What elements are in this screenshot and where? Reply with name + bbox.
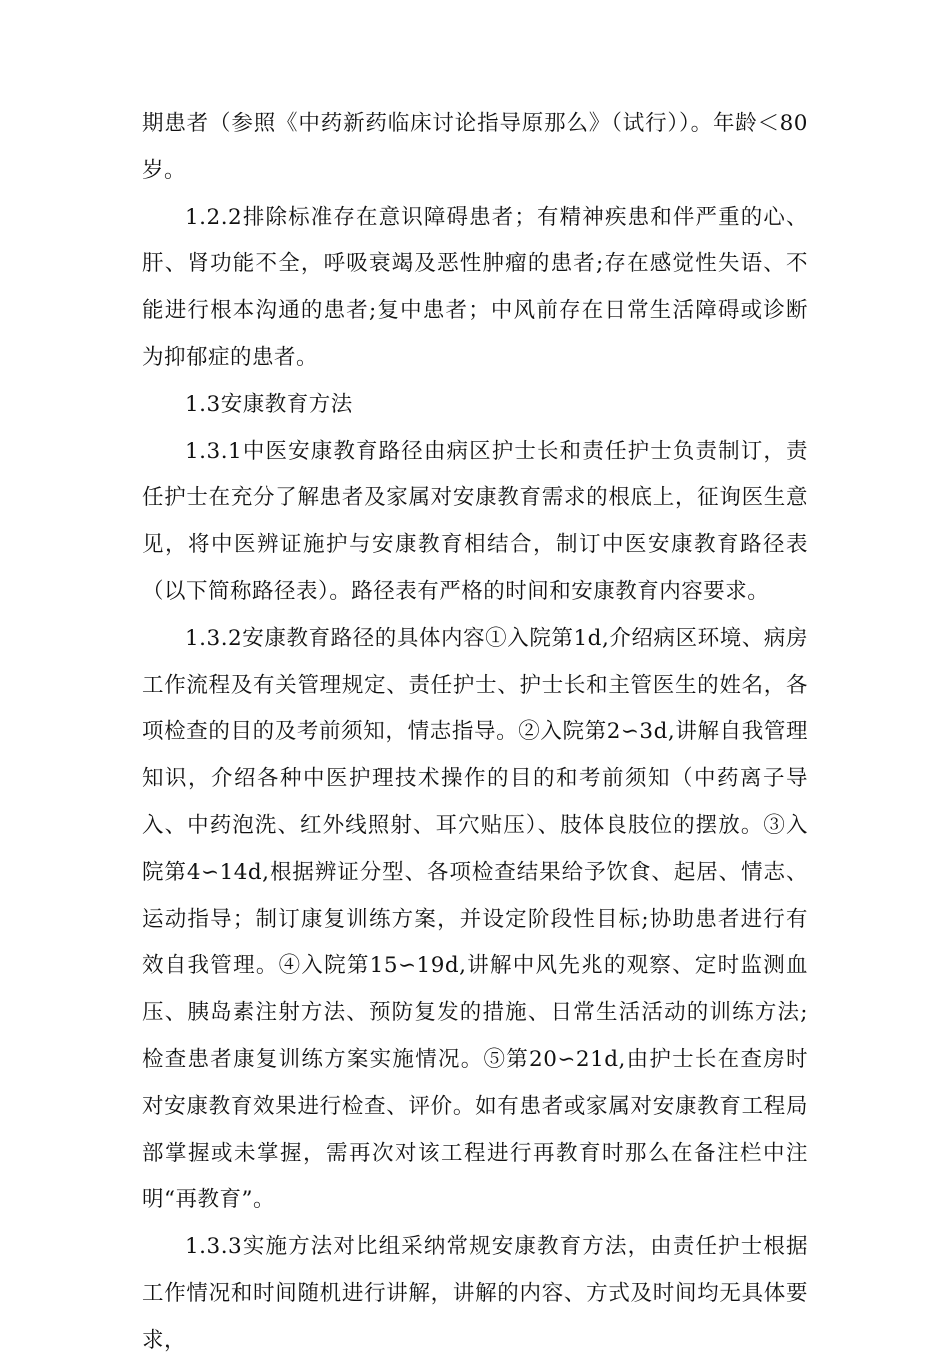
document-page <box>142 101 808 1365</box>
paragraph-implementation-method: 1.3.3实施方法对比组采纳常规安康教育方法，由责任护士根据工作情况和时间随机进行讲解，讲解的内容、方式及时间均无具体要求， <box>142 1234 808 1353</box>
paragraph-continuation: 期患者（参照《中药新药临床讨论指导原那么》（试行））。年龄＜80岁。 <box>142 111 808 183</box>
paragraph-exclusion-criteria: 1.2.2排除标准存在意识障碍患者；有精神疾患和伴严重的心、肝、肾功能不全，呼吸衰竭及恶性肿瘤的患者;存在感觉性失语、不能进行根本沟通的患者;复中患者；中风前存在日常生活障碍或诊断为抑郁症的患者。 <box>142 204 808 370</box>
section-heading-health-education-methods: 1.3安康教育方法 <box>185 391 353 417</box>
paragraph-education-pathway: 1.3.1中医安康教育路径由病区护士长和责任护士负责制订，责任护士在充分了解患者及家属对安康教育需求的根底上，征询医生意见，将中医辨证施护与安康教育相结合，制订中医安康教育路径表（以下简称路径表）。路径表有严格的时间和安康教育内容要求。 <box>142 438 808 604</box>
paragraph-pathway-content: 1.3.2安康教育路径的具体内容①入院第1d,介绍病区环境、病房工作流程及有关管理规定、责任护士、护士长和主管医生的姓名，各项检查的目的及考前须知，情志指导。②入院第2∽3d,讲解自我管理知识，介绍各种中医护理技术操作的目的和考前须知（中药离子导入、中药泡洗、红外线照射、耳穴贴压）、肢体良肢位的摆放。③入院第4∽14d,根据辨证分型、各项检查结果给予饮食、起居、情志、运动指导；制订康复训练方案，并设定阶段性目标;协助患者进行有效自我管理。④入院第15∽19d,讲解中风先兆的观察、定时监测血压、胰岛素注射方法、预防复发的措施、日常生活活动的训练方法;检查患者康复训练方案实施情况。⑤第20∽21d,由护士长在查房时对安康教育效果进行检查、评价。如有患者或家属对安康教育工程局部掌握或未掌握，需再次对该工程进行再教育时那么在备注栏中注明“再教育”。 <box>142 625 808 1213</box>
